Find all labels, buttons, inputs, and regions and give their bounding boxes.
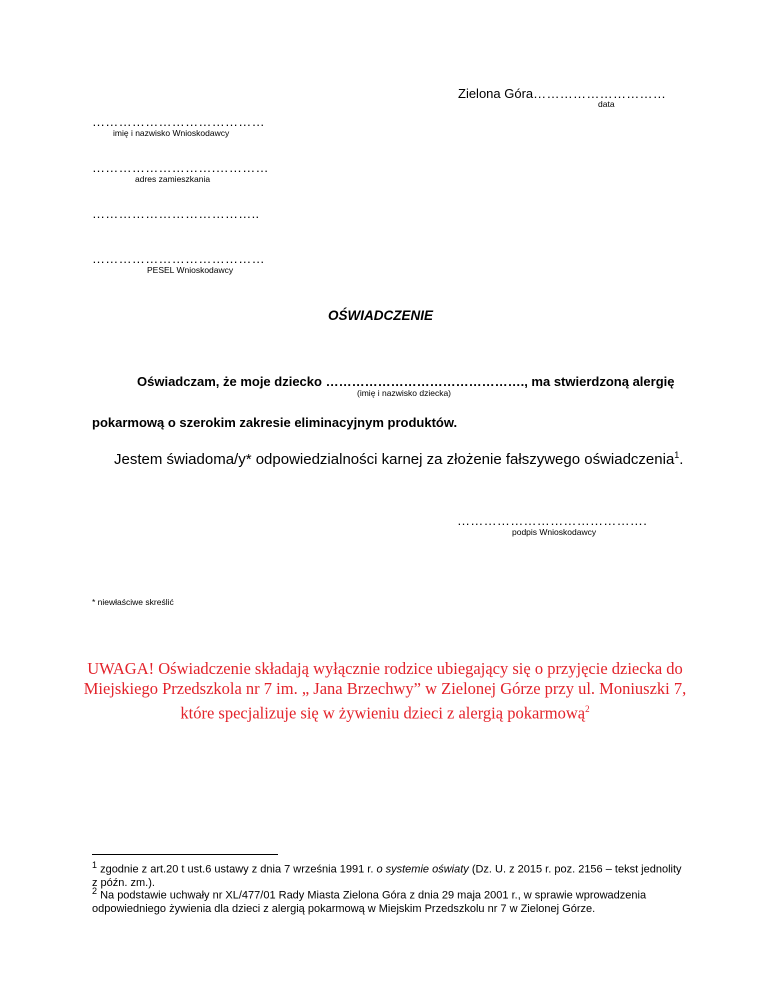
- warning-block: [70, 659, 700, 724]
- footnote-2: [92, 885, 692, 916]
- footnote-ref-2: 2: [585, 704, 590, 714]
- place-date-line: [458, 86, 666, 101]
- responsibility-statement: [114, 450, 683, 468]
- signature-dots: …………………………………….: [457, 513, 648, 528]
- warning-line-3-text: które specjalizuje się w żywieniu dzieci z alergią pokarmową: [180, 703, 586, 723]
- footnote-1-italic: o systemie oświaty: [376, 863, 469, 876]
- statement-line1: [137, 374, 674, 389]
- warning-line-3: [70, 699, 700, 724]
- address-dots: ……………………….…………: [92, 160, 269, 175]
- statement-start: Oświadczam, że moje dziecko: [137, 374, 322, 389]
- footnote-2-number: 2: [92, 886, 98, 896]
- warning-line-1: UWAGA! Oświadczenie składają wyłącznie rodzice ubiegający się o przyjęcie dziecka do: [87, 659, 683, 678]
- footnote-1-pre: zgodnie z art.20 t ust.6 ustawy z dnia 7 września 1991 r.: [97, 863, 377, 876]
- footnote-ref-1: 1: [674, 450, 680, 460]
- date-label: data: [598, 99, 615, 109]
- footnote-separator: [92, 854, 278, 855]
- footnote-2-text: Na podstawie uchwały nr XL/477/01 Rady Miasta Zielona Góra z dnia 29 maja 2001 r., w sprawie wprowadzenia odpowiedniego żywienia dla dzieci z alergią pokarmową w Miejskim Przedszkolu nr 7 w Zielonej Górze.: [92, 889, 647, 915]
- footnote-1-number: 1: [92, 860, 98, 870]
- address-label: adres zamieszkania: [135, 174, 211, 184]
- pesel-label: PESEL Wnioskodawcy: [147, 265, 234, 275]
- child-name-dots: ………………………………………., ma stwierdzoną alergię: [325, 374, 675, 389]
- date-dots: …………………………: [533, 86, 667, 101]
- statement-line2: pokarmową o szerokim zakresie eliminacyjnym produktów.: [92, 415, 458, 430]
- pesel-dots: …………………………………: [92, 251, 265, 266]
- document-title: OŚWIADCZENIE: [328, 308, 434, 323]
- warning-line-2: Miejskiego Przedszkola nr 7 im. „ Jana Brzechwy” w Zielonej Górze przy ul. Moniuszki 7,: [83, 679, 687, 698]
- responsibility-end: .: [679, 451, 684, 468]
- strike-note: * niewłaściwe skreślić: [92, 597, 174, 607]
- signature-label: podpis Wnioskodawcy: [512, 527, 597, 537]
- footnote-1-post: (Dz. U. z 2015 r. poz. 2156 – tekst jednolity z późn. zm.).: [92, 863, 682, 889]
- child-name-label: (imię i nazwisko dziecka): [357, 388, 451, 398]
- applicant-name-dots: …………………………………: [92, 114, 265, 129]
- responsibility-text: Jestem świadoma/y* odpowiedzialności karnej za złożenie fałszywego oświadczenia: [114, 451, 675, 468]
- place-name: Zielona Góra: [458, 86, 534, 101]
- applicant-name-label: imię i nazwisko Wnioskodawcy: [113, 128, 230, 138]
- address-line2-dots: ………………………………..: [92, 206, 260, 221]
